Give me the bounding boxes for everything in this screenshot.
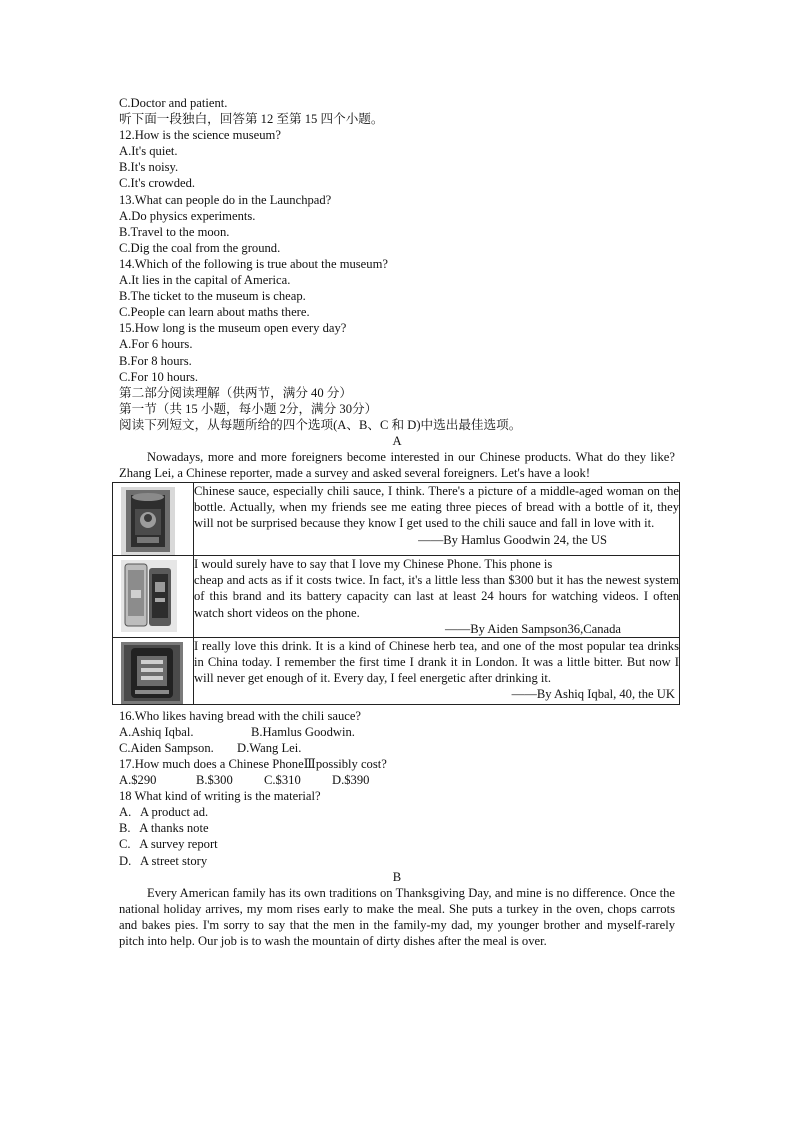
chili-sauce-photo	[121, 487, 175, 555]
section-title: 第一节（共 15 小题，每小题 2分，满分 30分）	[119, 401, 378, 416]
image-cell	[113, 556, 194, 637]
question-18	[119, 788, 675, 868]
option: C.It's crowded.	[119, 176, 196, 191]
option: D. A street story	[119, 853, 208, 868]
question-13	[119, 192, 675, 256]
option: B.Hamlus Goodwin.	[251, 724, 355, 739]
review-text-first-line: I would surely have to say that I love my Chinese Phone. This phone is	[194, 557, 553, 572]
monologue-instruction: 听下面一段独白，回答第 12 至第 15 四个小题。	[119, 112, 384, 127]
passage-a-intro: Nowadays, more and more foreigners become interested in our Chinese products. What do they like? Zhang Lei, a Chinese reporter, made a survey and asked several foreigners. Let's have a look!	[119, 450, 675, 481]
option: C. A survey report	[119, 837, 218, 852]
herb-tea-photo	[121, 642, 183, 704]
option: B.Travel to the moon.	[119, 224, 230, 239]
option: A.For 6 hours.	[119, 337, 193, 352]
question-14	[119, 256, 675, 320]
option: A.It's quiet.	[119, 144, 178, 159]
question-16	[119, 708, 675, 756]
image-cell	[113, 483, 194, 556]
question-17	[119, 756, 675, 788]
review-byline: ——By Ashiq Iqbal, 40, the UK	[511, 687, 675, 701]
image-cell	[113, 637, 194, 704]
option: D.Wang Lei.	[237, 740, 302, 755]
review-text-cell	[194, 556, 680, 637]
previous-option: C.Doctor and patient.	[119, 96, 228, 110]
option: B.For 8 hours.	[119, 353, 192, 368]
part-title: 第二部分阅读理解（供两节，满分 40 分）	[119, 385, 352, 400]
option: C.For 10 hours.	[119, 369, 199, 384]
question-15	[119, 320, 675, 384]
question-12	[119, 127, 675, 191]
question-text: 14.Which of the following is true about the museum?	[119, 256, 388, 271]
option: C.$310	[264, 773, 301, 788]
option: B. A thanks note	[119, 821, 209, 836]
option: A.Ashiq Iqbal.	[119, 724, 194, 739]
options-row	[119, 740, 675, 756]
option: B.$300	[196, 773, 233, 788]
question-text: 16.Who likes having bread with the chili sauce?	[119, 708, 362, 723]
review-text-cell	[194, 483, 680, 556]
option: A.It lies in the capital of America.	[119, 273, 291, 288]
option: A. A product ad.	[119, 805, 209, 820]
option: C.Aiden Sampson.	[119, 740, 214, 755]
review-row	[113, 483, 680, 556]
review-text: cheap and acts as if it costs twice. In fact, it's a little less than $300 but it has the newest system of this brand and its battery capacity can last at least 24 hours for watching videos. I often watch short videos on the phone.	[194, 573, 679, 620]
question-text: 17.How much does a Chinese PhoneⅢpossibly cost?	[119, 757, 387, 771]
options-row	[119, 724, 675, 740]
question-text: 15.How long is the museum open every day?	[119, 321, 347, 336]
review-byline: ——By Aiden Sampson36,Canada	[445, 621, 621, 636]
option: B.The ticket to the museum is cheap.	[119, 289, 306, 304]
question-text: 13.What can people do in the Launchpad?	[119, 192, 332, 207]
review-row	[113, 637, 680, 704]
question-text: 12.How is the science museum?	[119, 128, 281, 143]
option: C.Dig the coal from the ground.	[119, 240, 281, 255]
review-byline: ——By Hamlus Goodwin 24, the US	[418, 532, 607, 547]
reviews-table	[112, 482, 680, 704]
option: C.People can learn about maths there.	[119, 305, 310, 320]
option: A.$290	[119, 773, 157, 788]
option: B.It's noisy.	[119, 160, 179, 175]
review-row	[113, 556, 680, 637]
options-row	[119, 772, 675, 788]
passage-b-text: Every American family has its own traditions on Thanksgiving Day, and mine is no difference. Once the national holiday arrives, my mom rises early to make the meal. She puts a turkey in the oven, chops carrots and bakes pies. I'm sorry to say that the men in the family-my dad, my younger brother and myself-rarely pitch into help. Our job is to wash the mountain of dirty dishes after the meal is over.	[119, 885, 675, 949]
option: A.Do physics experiments.	[119, 208, 256, 223]
passage-a-label: A	[392, 433, 402, 448]
review-text: Chinese sauce, especially chili sauce, I think. There's a picture of a middle-aged woman on the bottle. Actually, when my friends see me eating three pieces of bread with a bottle of it, they will not be surprised because they know I get used to the chili sauce and fall in love with it.	[194, 484, 679, 531]
passage-b-label: B	[392, 869, 402, 884]
chinese-phone-photo	[121, 560, 177, 632]
exam-page	[119, 95, 679, 949]
question-text: 18 What kind of writing is the material?	[119, 789, 321, 804]
option: D.$390	[332, 773, 370, 788]
reading-instruction: 阅读下列短文，从每题所给的四个选项(A、B、C 和 D)中选出最佳选项。	[119, 417, 522, 432]
review-text: I really love this drink. It is a kind of Chinese herb tea, and one of the most popular tea drinks in China today. I remember the first time I drank it in London. It was a little bitter. But now I will never get enough of it. Every day, I feel energetic after drinking it.	[194, 638, 679, 685]
review-text-cell	[194, 637, 680, 704]
